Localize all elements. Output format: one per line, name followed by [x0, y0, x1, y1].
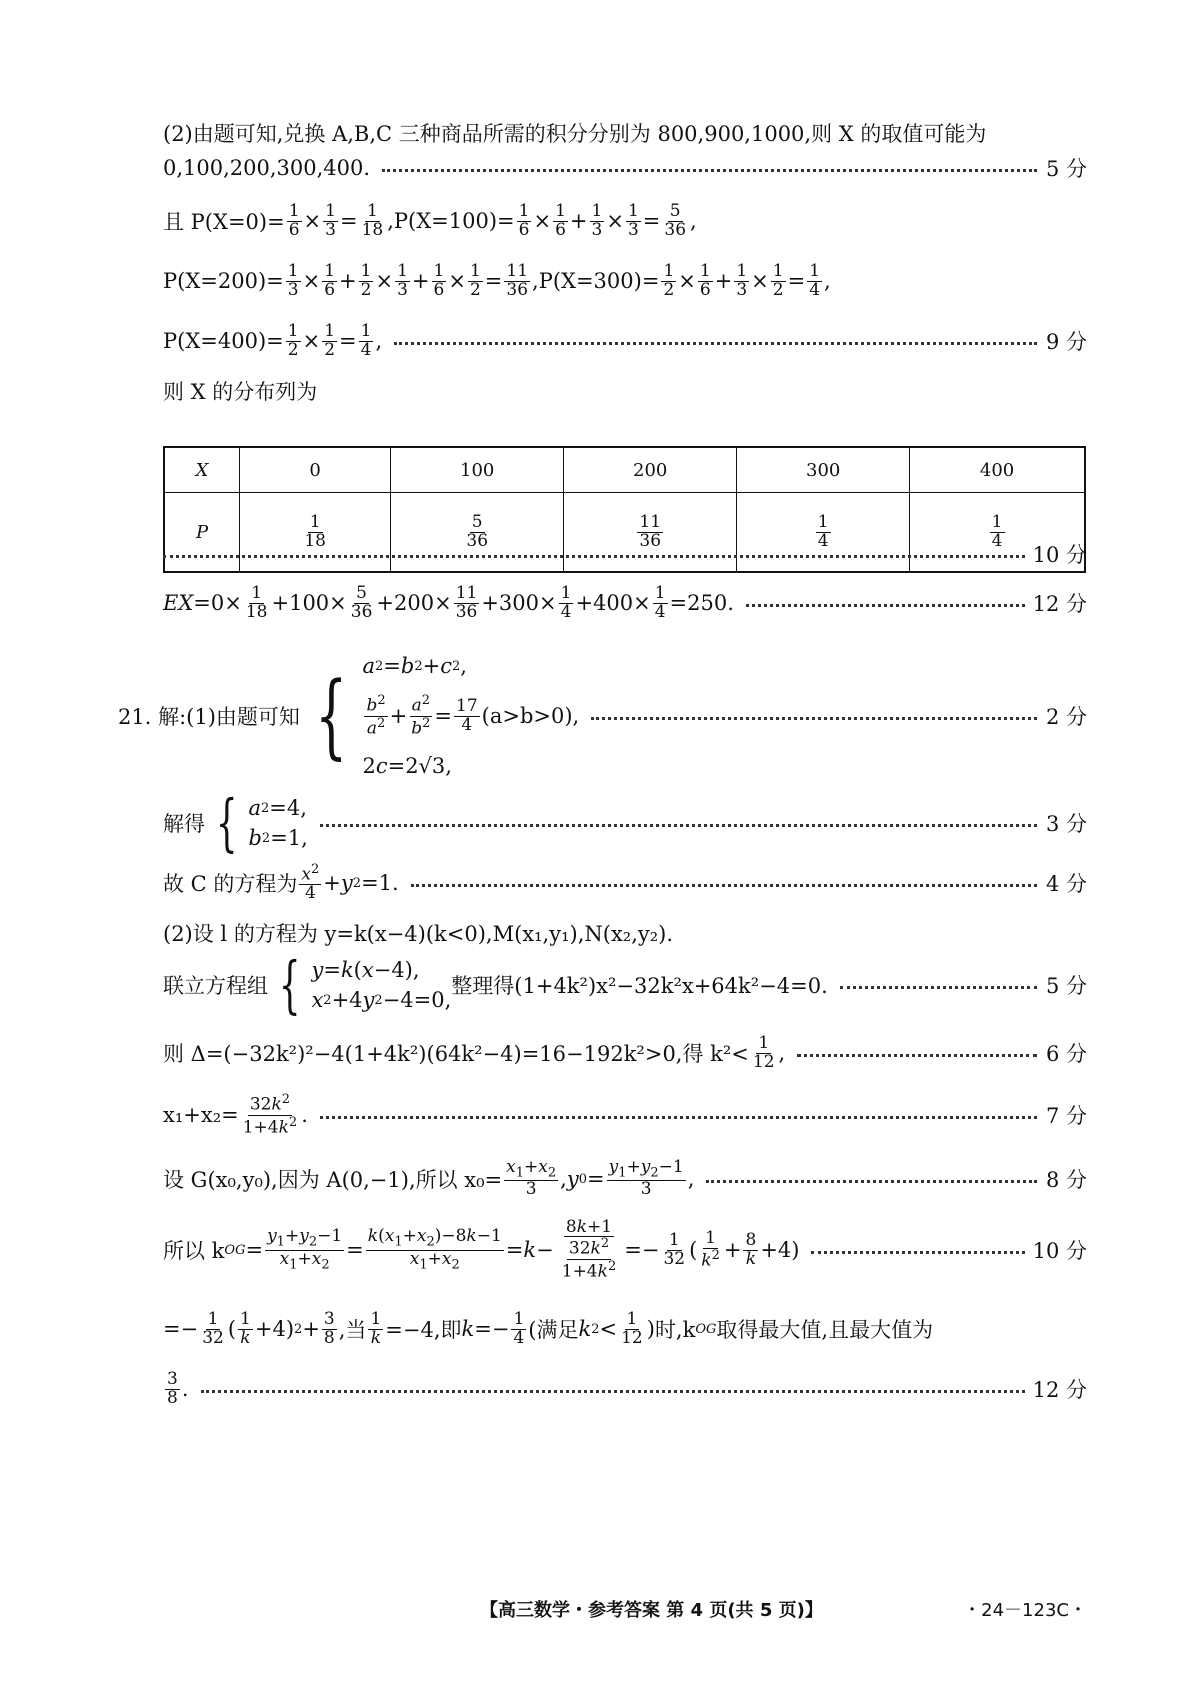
prob-line-3: P(X=400)= $\frac{1}{2}$ × 1 2 = 1 4 , 9 分: [163, 320, 1087, 360]
table-cell: $\frac{5}{36}$: [391, 493, 564, 573]
prob-line-2: P(X=200)= $\frac{1}{3}$ × 1 6 + 1 2 × 1 3 + 1 6 × 1 2 = 11 36 ,P(X=300)= $\frac{1}{2}$ × 1 6 + 1 3 × 1 2 = 1 4 ,: [163, 260, 831, 300]
sum-line: x₁+x₂= $\frac{32k^2}{1+4k^2}$ . 7 分: [163, 1092, 1087, 1138]
expectation-line: EX =0× 1 18 +100× 5 36 +200× 11 36 +300× 1 4 +400× $\frac{1}{4}$ =250. 12 分: [163, 582, 1087, 622]
solve-line: 解得 { a 2 =4, b 2 =1, 3 分: [163, 786, 1087, 859]
footer: [0, 1596, 1200, 1626]
table-row-label: P: [164, 493, 240, 573]
score-line: 10 分: [163, 533, 1087, 575]
final-line: 3 8 . 12 分: [167, 1368, 1087, 1408]
q21-system-line: 21. 解:(1)由题可知 { a 2 = b 2 + c 2 , $b^2$ $a^2$ + $a^2$ $b^2$ = 17 4 (a>b>0), 2 c =2√3, 2 分: [118, 654, 1087, 778]
part2-line: (2)设 l 的方程为 y=k(x−4)(k<0),M(x₁,y₁),N(x₂,y₂).: [163, 922, 674, 946]
table-header-cell: 0: [240, 447, 391, 493]
prob-line-1: 且 P(X=0)= $\frac{1}{6}$ × 1 3 = 1 18 ,P(X=100)= $\frac{1}{6}$ × 1 6 + 1 3 × 1 3 = 5 36 ,: [163, 200, 697, 240]
table-cell: $\frac{1}{18}$: [240, 493, 391, 573]
score: 5 分: [1045, 157, 1087, 181]
delta-line: 则 Δ=(−32k²)²−4(1+4k²)(64k²−4)=16−192k²>0,得 k²< 1 12 , 6 分: [163, 1032, 1087, 1072]
table-header-cell: 400: [910, 447, 1085, 493]
table-header-cell: 100: [391, 447, 564, 493]
max-line: =− 1 32 ( 1 k +4) 2 + 3 8 ,当 1 k =−4,即 k =− 1 4 (满足 k 2 < 1 12 ) 时,k OG 取得最大值,且最大值为: [163, 1308, 934, 1348]
footer-title: 【高三数学・参考答案 第 4 页(共 5 页)】: [480, 1600, 823, 1621]
equation-line: 故 C 的方程为 $x^2$ 4 + y 2 =1. 4 分: [163, 861, 1087, 904]
system2-line: 联立方程组 { y = k ( x −4), x 2 +4 y 2 −4=0, 整理得(1+4k²)x²−32k²x+64k²−4=0. 5 分: [163, 948, 1087, 1021]
footer-code: ・24－123C・: [963, 1600, 1087, 1621]
q20-intro-line1: (2)由题可知,兑换 A,B,C 三种商品所需的积分分别为 800,900,1000,则 X 的取值可能为: [163, 122, 987, 146]
table-header-cell: 300: [737, 447, 910, 493]
table-cell: $\frac{11}{36}$: [564, 493, 737, 573]
score: 9 分: [1045, 330, 1087, 354]
q20-intro-line2: 0,100,200,300,400. 5 分: [163, 147, 1087, 189]
dist-title: 则 X 的分布列为: [163, 380, 318, 404]
slope-line: 所以 k OG = $y_1+y_2-1$ $x_1+x_2$ = $k(x_1+x_2)-8k-1$ $x_1+x_2$ = k − 8k+1 $32k^2$ $1+4k^2$ =− 1 32 ( 1 $k^2$ + 8 k +4) 10 分: [163, 1216, 1087, 1282]
table-cell: $\frac{1}{4}$: [910, 493, 1085, 573]
table-cell: $\frac{1}{4}$: [737, 493, 910, 573]
table-header-cell: 200: [564, 447, 737, 493]
table-header-cell: X: [164, 447, 240, 493]
g-line: 设 G(x₀,y₀),因为 A(0,−1),所以 x₀= $\frac{x_1+x_2}{3}$ , y 0 = $y_1+y_2-1$ 3 , 8 分: [163, 1157, 1087, 1200]
